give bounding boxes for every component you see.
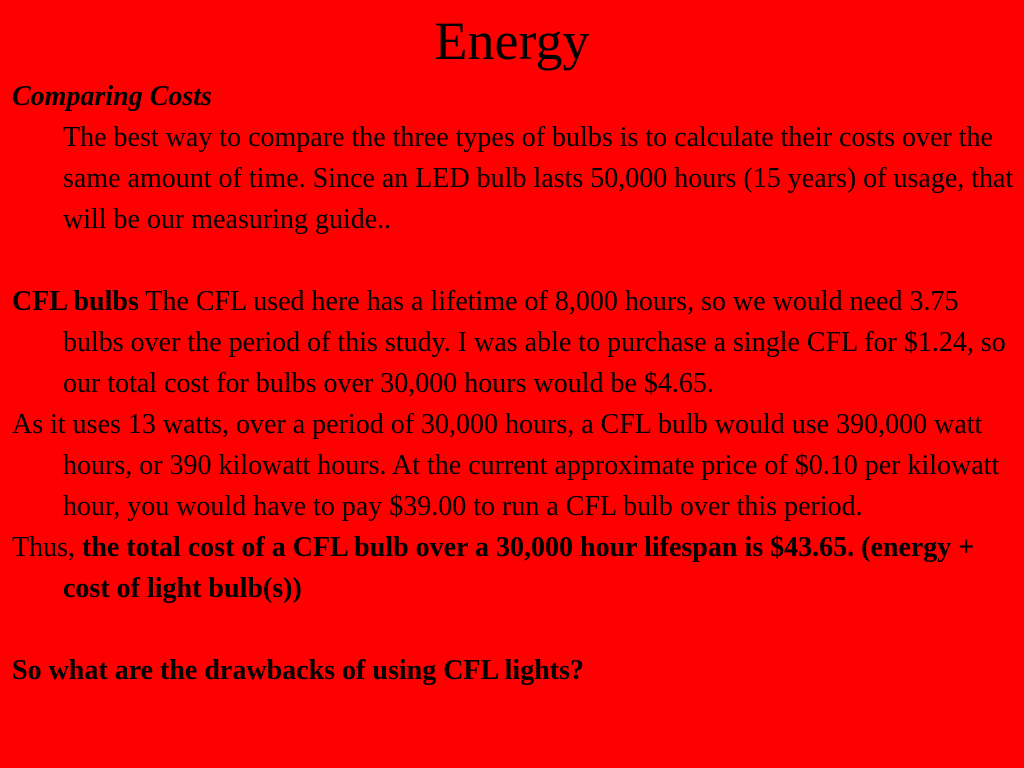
thus-prefix: Thus, <box>12 532 82 563</box>
section-heading: Comparing Costs <box>12 81 212 112</box>
slide-body <box>12 76 1016 691</box>
drawbacks-question: So what are the drawbacks of using CFL lights? <box>12 655 585 686</box>
spacer <box>12 609 1016 650</box>
question-paragraph <box>12 650 1016 691</box>
total-paragraph <box>12 527 1016 609</box>
intro-paragraph: The best way to compare the three types of bulbs is to calculate their costs over the same amount of time. Since an LED bulb lasts 50,000 hours (15 years) of usage, that will be our measuring guide.. <box>63 122 1014 235</box>
cfl-paragraph <box>12 281 1016 404</box>
energy-paragraph: As it uses 13 watts, over a period of 30,000 hours, a CFL bulb would use 390,000 watt hours, or 390 kilowatt hours. At the current approximate price of $0.10 per kilowatt hour, you would have to pay $39.00 to run a CFL bulb over this period. <box>12 409 1000 522</box>
total-cost-text: the total cost of a CFL bulb over a 30,000 hour lifespan is $43.65. (energy + cost of light bulb(s)) <box>63 532 975 604</box>
cfl-text: The CFL used here has a lifetime of 8,000 hours, so we would need 3.75 bulbs over the period of this study. I was able to purchase a single CFL for $1.24, so our total cost for bulbs over 30,000 hours would be $4.65. <box>63 286 1006 399</box>
cfl-label: CFL bulbs <box>12 286 139 317</box>
spacer <box>12 240 1016 281</box>
slide-title: Energy <box>434 11 590 71</box>
